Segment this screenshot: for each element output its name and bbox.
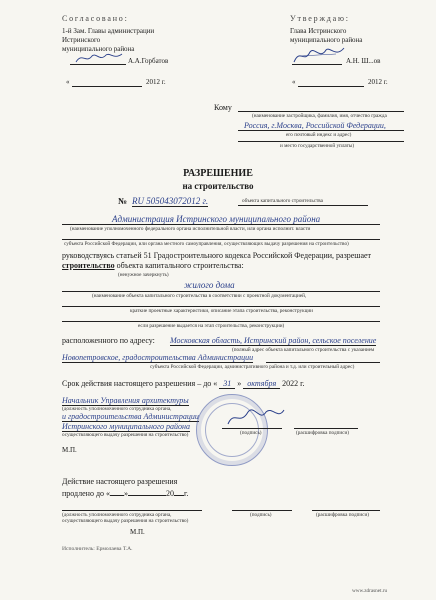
to-note-2: его почтовый индекс и адрес)	[286, 132, 352, 138]
permit-number: RU 505043072012 г.	[132, 196, 209, 206]
location-note: (полный адрес объекта капитального строительства с указанием	[232, 347, 375, 353]
extension-signature-line	[232, 510, 292, 511]
to-note-1: (наименование застройщика, фамилия, имя, отчество гражда	[252, 113, 387, 119]
approval-right-signature	[290, 44, 346, 66]
approval-left-date-line	[72, 86, 142, 87]
extension-name-note: (расшифровка подписи)	[316, 512, 369, 518]
approval-right-line1: Глава Истринского	[290, 27, 347, 35]
official-mp: М.П.	[62, 446, 77, 454]
official-sig-note: (подпись)	[240, 430, 262, 436]
approval-right-date-prefix: «	[292, 78, 296, 86]
construction-line	[62, 261, 244, 270]
official-signature	[226, 404, 286, 428]
approval-left-line2: Истринского	[62, 36, 101, 44]
extension-note-1: (должность уполномоченного сотрудника органа,	[62, 512, 172, 518]
official-signature-line	[222, 428, 282, 429]
permit-number-note: объекта капитального строительства	[242, 198, 323, 204]
watermark: www.zdrasnet.ru	[352, 588, 388, 594]
to-line-1	[238, 111, 404, 112]
approval-left-date-suffix: 2012 г.	[146, 78, 166, 86]
validity-month: октября	[243, 379, 280, 389]
to-address: Россия, г.Москва, Российской Федерации,	[244, 121, 386, 130]
authority-note: (наименование уполномоченного федерального органа исполнительной власти, или органа исполнит. власти	[70, 226, 311, 232]
document-subtitle: на строительство	[182, 181, 254, 191]
to-note-3: и место государственной уплаты)	[280, 143, 355, 149]
official-note-2: осуществляющего выдачу разрешения на строительство)	[62, 432, 189, 438]
approval-right-date-line	[298, 86, 364, 87]
validity-label: Срок действия настоящего разрешения – до «	[62, 379, 218, 388]
approval-left-heading: Согласовано:	[62, 14, 129, 23]
extension-line-1: Действие настоящего разрешения	[62, 477, 178, 486]
construction-word: строительство	[62, 261, 115, 270]
extension-line-2	[62, 489, 188, 498]
approval-left-signature	[74, 50, 124, 66]
permit-number-line	[238, 205, 368, 206]
extension-year-blank	[174, 495, 184, 496]
object-note-3: если разрешение выдается на этап строительства, реконструкции)	[138, 323, 285, 329]
validity-year: 2022 г.	[282, 379, 305, 388]
object-note: (наименование объекта капитального строительства в соответствии с проектной документацией,	[92, 293, 307, 299]
location-note-2: субъекта Российской Федерации, административного района и т.д. или строительный адрес)	[150, 364, 355, 370]
approval-left-signer: А.А.Горбатов	[128, 57, 169, 65]
authority-note-2: субъекта Российской Федерации, или органа местного самоуправления, осуществляющих выдачу разрешения на строительство)	[64, 241, 349, 247]
object-line-2	[62, 306, 380, 307]
approval-right-signer: А.Н. Ш...ов	[346, 57, 381, 65]
extension-sig-note: (подпись)	[250, 512, 272, 518]
to-line-2	[238, 130, 404, 131]
strike-hint: (ненужное зачеркнуть)	[118, 272, 169, 278]
object-name: жилого дома	[184, 280, 235, 290]
extension-year: 20	[166, 489, 175, 498]
construction-rest: объекта капитального строительства:	[114, 261, 244, 270]
extension-suffix: г.	[184, 489, 189, 498]
to-line-3	[238, 141, 404, 142]
extension-mp: М.П.	[130, 528, 145, 536]
official-name-line	[294, 428, 358, 429]
extension-day-blank	[110, 495, 124, 496]
extension-mid: »	[124, 489, 129, 498]
location-line-2-tail	[266, 362, 380, 363]
extension-position-line	[62, 510, 202, 511]
location-line-1: Московская область, Истринский район, сельское поселение	[170, 336, 377, 345]
official-line-1: Начальник Управления архитектуры	[62, 396, 189, 405]
location-line-2: Новопетровское, градостроительства Администрации	[62, 353, 254, 362]
authority-line	[62, 224, 380, 225]
validity-line	[62, 379, 305, 388]
object-line-3	[62, 321, 380, 322]
approval-right-heading: Утверждаю:	[290, 14, 350, 23]
official-name-note: (расшифровка подписи)	[296, 430, 349, 436]
extension-month-blank	[128, 495, 166, 496]
approval-left-line3: муниципального района	[62, 45, 135, 53]
permit-number-prefix: №	[118, 196, 128, 206]
extension-name-line	[312, 510, 380, 511]
location-label: расположенного по адресу:	[62, 336, 155, 345]
executor: Исполнитель: Ермолаева Т.А.	[62, 546, 133, 552]
validity-mid: »	[237, 379, 242, 388]
approval-right-date-suffix: 2012 г.	[368, 78, 388, 86]
official-line-3: Истринского муниципального района	[62, 422, 190, 431]
official-note-1: (должность уполномоченного сотрудника органа,	[62, 406, 172, 412]
authority-line-2	[62, 239, 380, 240]
document-title: РАЗРЕШЕНИЕ	[183, 168, 253, 179]
extension-note-2: осуществляющего выдачу разрешения на строительство)	[62, 518, 189, 524]
object-note-2: краткие проектные характеристики, описание этапа строительства, реконструкции	[130, 308, 313, 314]
guided-by-text: руководствуясь статьей 51 Градостроительного кодекса Российской Федерации, разрешает	[62, 251, 372, 260]
to-label: Кому	[214, 103, 232, 112]
official-line-2: и градостроительства Администрации	[62, 412, 199, 421]
extension-prefix: продлено до «	[62, 489, 111, 498]
approval-left-line1: 1-й Зам. Главы администрации	[62, 27, 155, 35]
authority-name: Администрация Истринского муниципального района	[112, 214, 321, 224]
approval-right-line2: муниципального района	[290, 36, 363, 44]
object-line	[62, 291, 380, 292]
approval-left-date-prefix: «	[66, 78, 70, 86]
validity-day: 31	[219, 379, 235, 389]
